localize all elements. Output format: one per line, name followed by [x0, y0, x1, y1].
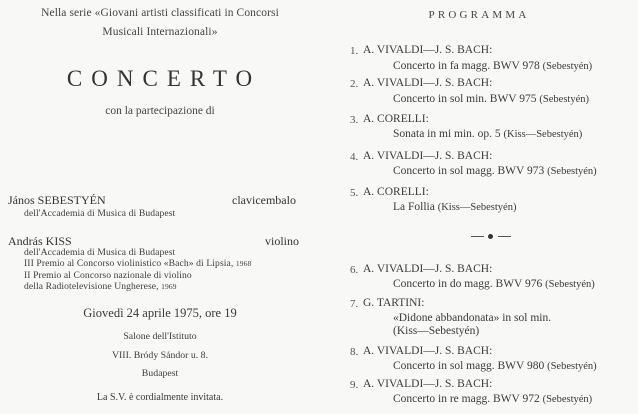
series-line-2: Musicali Internazionali» [102, 26, 218, 38]
award-year: 1968 [235, 259, 252, 268]
item-number: 6. [350, 264, 359, 276]
performer-name: András KISS [8, 234, 72, 248]
separator-line-left [471, 236, 484, 237]
work-performers: (Kiss—Sebestyén) [437, 202, 517, 213]
item-work [393, 360, 597, 372]
work-performers: (Sebestyén) [542, 61, 593, 72]
award-year: 1969 [161, 282, 177, 291]
item-work [393, 128, 582, 140]
item-number: 2. [350, 78, 359, 90]
performer-detail: dell'Accademia di Musica di Budapest [24, 247, 176, 258]
performer-detail: II Premio al Concorso nazionale di violino [24, 270, 192, 281]
item-composer: A. VIVALDI—J. S. BACH: [363, 263, 493, 275]
award-text: della Radiotelevisione Ungherese, [24, 281, 159, 292]
intermission-separator-icon [471, 232, 511, 242]
venue-city: Budapest [141, 368, 179, 379]
work-title: La Follia [393, 201, 435, 213]
item-composer: A. VIVALDI—J. S. BACH: [363, 378, 493, 390]
item-composer: A. VIVALDI—J. S. BACH: [363, 44, 493, 56]
item-number: 3. [350, 114, 359, 126]
item-work: «Didone abbandonata» in sol min. [393, 312, 552, 324]
separator-line-right [498, 236, 511, 237]
item-work [393, 60, 592, 72]
work-title: Concerto in do magg. BWV 976 [393, 278, 543, 290]
work-title: Concerto in sol min. BWV 975 [393, 93, 537, 105]
item-work [393, 201, 516, 213]
item-composer: G. TARTINI: [363, 297, 425, 309]
item-composer: A. VIVALDI—J. S. BACH: [363, 150, 493, 162]
item-work [393, 165, 597, 177]
subtitle: con la partecipazione di [105, 105, 215, 117]
work-performers: (Sebestyén) [547, 361, 597, 372]
item-composer: A. CORELLI: [363, 113, 429, 125]
performer-instrument: violino [265, 234, 300, 248]
item-number: 1. [350, 45, 359, 57]
performer-detail: dell'Accademia di Musica di Budapest [24, 208, 176, 219]
work-performers: (Kiss—Sebestyén) [503, 129, 583, 140]
item-work [393, 93, 589, 105]
venue-name: Salone dell'Istituto [123, 331, 197, 342]
item-number: 9. [350, 379, 359, 391]
series-line-1: Nella serie «Giovani artisti classificati in Concorsi [41, 7, 279, 19]
work-title: Sonata in mi min. op. 5 [393, 128, 501, 140]
item-composer: A. VIVALDI—J. S. BACH: [363, 77, 493, 89]
program-title: PROGRAMMA [428, 9, 530, 21]
work-title: Concerto in sol magg. BWV 973 [393, 165, 545, 177]
invitation-text: La S.V. è cordialmente invitata. [96, 392, 224, 403]
work-performers: (Sebestyén) [547, 166, 597, 177]
work-performers: (Kiss—Sebestyén) [393, 325, 480, 337]
concert-date: Giovedì 24 aprile 1975, ore 19 [83, 306, 237, 320]
item-number: 8. [350, 346, 359, 358]
work-title: Concerto in re magg. BWV 972 [393, 393, 540, 405]
concert-title: CONCERTO [66, 66, 262, 91]
item-number: 4. [350, 151, 359, 163]
item-work [393, 393, 592, 405]
item-work [393, 278, 595, 290]
item-composer: A. CORELLI: [363, 186, 429, 198]
performer-detail [24, 281, 177, 292]
work-title: Concerto in sol magg. BWV 980 [393, 360, 545, 372]
item-number: 7. [350, 298, 359, 310]
separator-dot [488, 234, 493, 239]
award-text: III Premio al Concorso violinistico «Bach» di Lipsia, [24, 258, 234, 269]
work-performers: (Sebestyén) [542, 394, 593, 405]
performer-name: János SEBESTYÉN [8, 193, 106, 207]
item-number: 5. [350, 187, 359, 199]
work-performers: (Sebestyén) [539, 94, 589, 105]
performer-detail [24, 258, 251, 269]
performer-instrument: clavicembalo [232, 193, 296, 207]
work-title: Concerto in fa magg. BWV 978 [393, 60, 540, 72]
work-performers: (Sebestyén) [545, 279, 595, 290]
item-composer: A. VIVALDI—J. S. BACH: [363, 345, 493, 357]
venue-address: VIII. Bródy Sándor u. 8. [111, 350, 209, 361]
